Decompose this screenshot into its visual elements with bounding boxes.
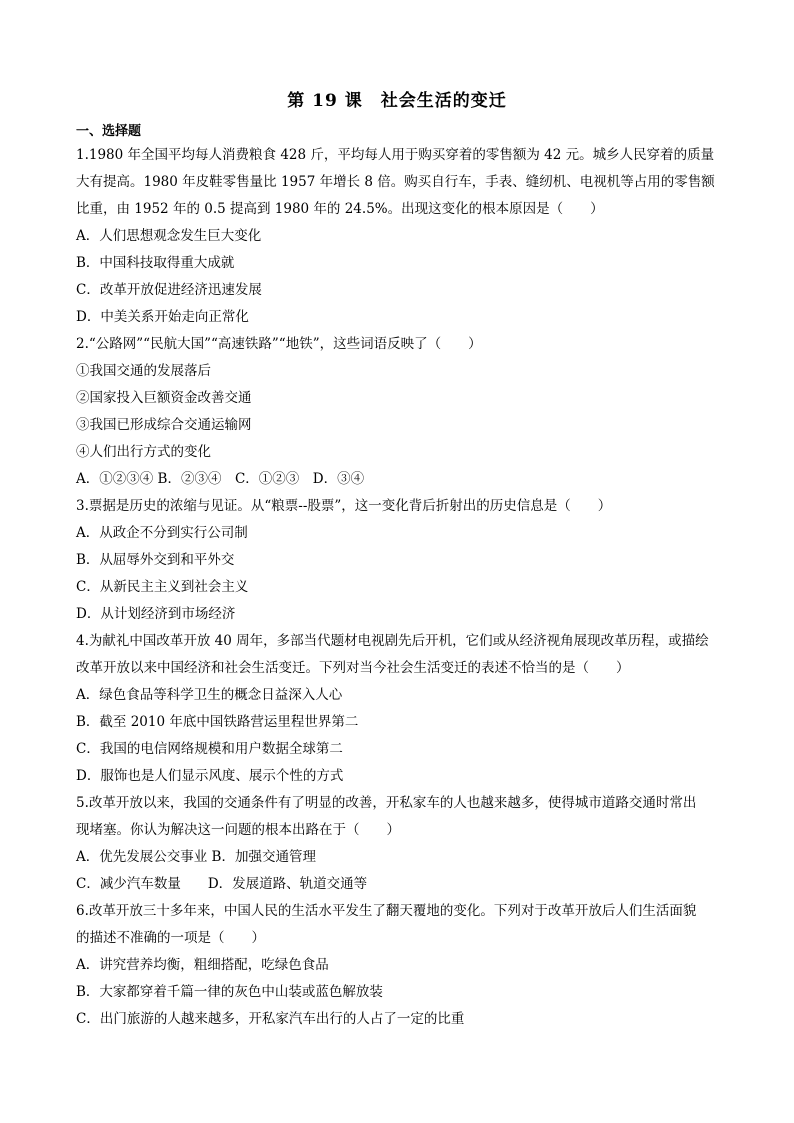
question-1-option-d: D．中美关系开始走向正常化 [76,309,249,325]
question-4 [76,628,721,790]
question-2 [76,331,721,493]
question-6-line-1: 6.改革开放三十多年来，中国人民的生活水平发生了翻天覆地的变化。下列对于改革开放后人们生活面貌 [76,903,697,919]
question-2-statement-2: ②国家投入巨额资金改善交通 [76,390,252,406]
question-4-option-d: D．服饰也是人们显示风度、展示个性的方式 [76,768,344,784]
question-2-statement-1: ①我国交通的发展落后 [76,363,211,379]
content-body [76,122,721,1033]
question-6 [76,898,721,1033]
question-2-statement-4: ④人们出行方式的变化 [76,444,211,460]
question-4-line-2: 改革开放以来中国经济和社会生活变迁。下列对当今社会生活变迁的表述不恰当的是（ ） [76,660,630,676]
question-5-line-1: 5.改革开放以来，我国的交通条件有了明显的改善，开私家车的人也越来越多，使得城市道路交通时常出 [76,795,697,811]
question-6-option-c: C．出门旅游的人越来越多，开私家汽车出行的人占了一定的比重 [76,1011,465,1027]
question-4-option-a: A．绿色食品等科学卫生的概念日益深入人心 [76,687,343,703]
question-2-statement-3: ③我国已形成综合交通运输网 [76,417,252,433]
question-3-option-c: C．从新民主主义到社会主义 [76,579,249,595]
question-5-options-ab: A．优先发展公交事业 B．加强交通管理 [76,849,316,865]
question-1-line-1: 1.1980 年全国平均每人消费粮食 428 斤，平均每人用于购买穿着的零售额为 42 元。城乡人民穿着的质量 [76,147,715,163]
question-5-options-cd: C．减少汽车数量 D．发展道路、轨道交通等 [76,876,368,892]
question-1-line-2: 大有提高。1980 年皮鞋零售量比 1957 年增长 8 倍。购买自行车，手表、缝纫机、电视机等占用的零售额 [76,174,715,190]
question-5 [76,790,721,898]
question-3-option-b: B．从屈辱外交到和平外交 [76,552,235,568]
question-3-option-d: D．从计划经济到市场经济 [76,606,236,622]
question-6-option-b: B．大家都穿着千篇一律的灰色中山装或蓝色解放装 [76,984,383,1000]
section-heading: 一、选择题 [76,124,142,139]
question-3-line-1: 3.票据是历史的浓缩与见证。从“粮票--股票”，这一变化背后折射出的历史信息是（ ） [76,498,612,514]
question-6-line-2: 的描述不准确的一项是（ ） [76,930,265,946]
question-2-choices: A．①②③④ B．②③④ C．①②③ D．③④ [76,471,365,487]
question-6-option-a: A．讲究营养均衡，粗细搭配，吃绿色食品 [76,957,329,973]
question-1-option-c: C．改革开放促进经济迅速发展 [76,282,262,298]
question-3 [76,493,721,628]
question-4-option-c: C．我国的电信网络规模和用户数据全球第二 [76,741,343,757]
question-1-line-3: 比重，由 1952 年的 0.5 提高到 1980 年的 24.5%。出现这变化的根本原因是（ ） [76,201,604,217]
question-1-option-a: A．人们思想观念发生巨大变化 [76,228,262,244]
question-1-option-b: B．中国科技取得重大成就 [76,255,235,271]
question-3-option-a: A．从政企不分到实行公司制 [76,525,248,541]
question-4-line-1: 4.为献礼中国改革开放 40 周年，多部当代题材电视剧先后开机，它们或从经济视角展现改革历程，或描绘 [76,633,709,649]
page-title: 第 19 课 社会生活的变迁 [287,91,507,111]
question-4-option-b: B．截至 2010 年底中国铁路营运里程世界第二 [76,714,359,730]
question-1 [76,142,721,331]
question-5-line-2: 现堵塞。你认为解决这一问题的根本出路在于（ ） [76,822,400,838]
question-2-line-1: 2.“公路网”“民航大国”“高速铁路”“地铁”，这些词语反映了（ ） [76,336,482,352]
